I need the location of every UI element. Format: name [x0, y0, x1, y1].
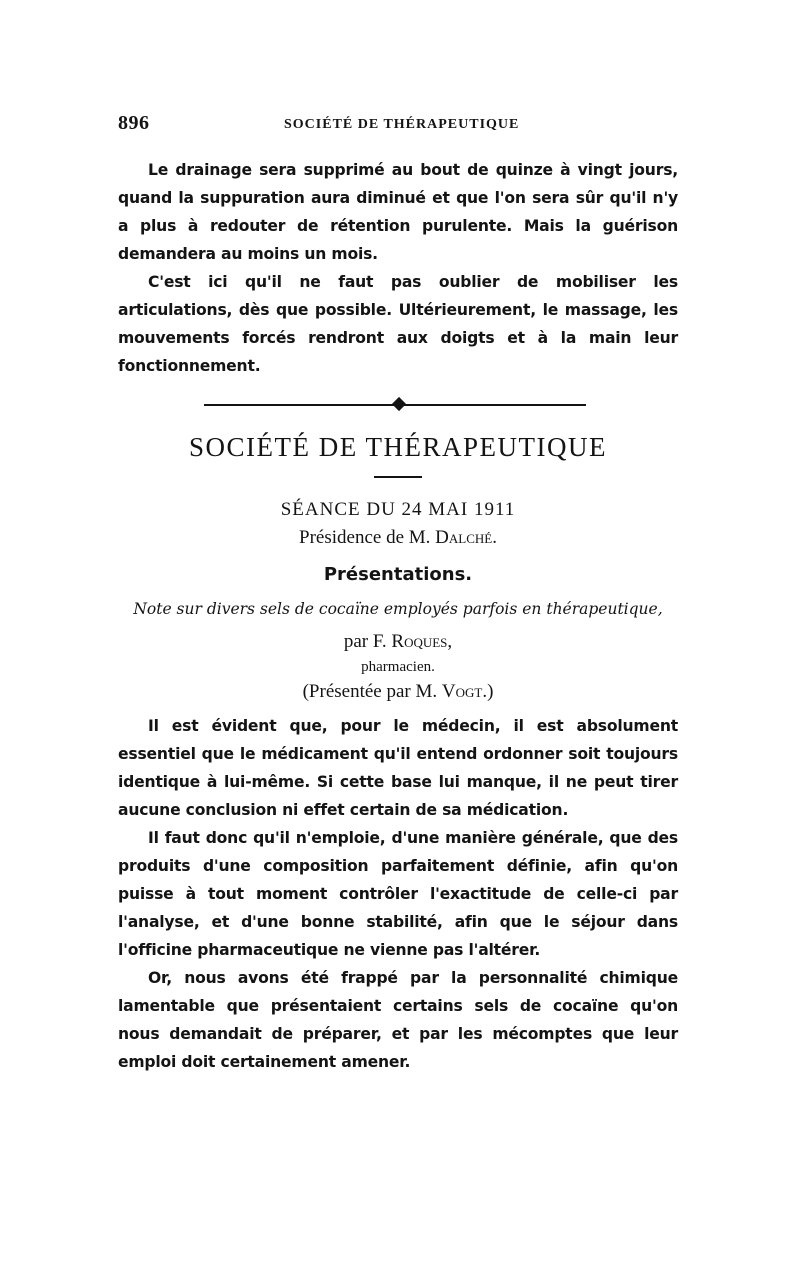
- book-page: [118, 112, 678, 1076]
- note-body: [118, 712, 678, 1076]
- presidence-line: [118, 524, 678, 552]
- page-header: [118, 112, 678, 138]
- section-title: SOCIÉTÉ DE THÉRAPEUTIQUE: [189, 432, 607, 462]
- presented-suffix: .): [482, 681, 494, 702]
- note-paragraph: Il faut donc qu'il n'emploie, d'une manière générale, que des produits d'une composition parfaitement définie, afin qu'on puisse à tout moment contrôler l'exactitude de celle-ci par l'analyse, et d'une bonne stabilité, afin que le séjour dans l'officine pharmaceutique ne vienne pas l'altérer.: [118, 829, 678, 959]
- continuation-text: [118, 156, 678, 380]
- president-name: Dalché: [435, 527, 493, 548]
- page-number: 896: [118, 112, 150, 134]
- author-prefix: par F.: [343, 631, 392, 652]
- ornamental-separator: [118, 382, 678, 422]
- presented-by-line: [118, 678, 678, 706]
- presidence-prefix: Présidence de M.: [299, 527, 436, 548]
- meeting-date: SÉANCE DU 24 MAI 1911: [280, 499, 516, 520]
- author-suffix: ,: [447, 631, 453, 652]
- note-title: Note sur divers sels de cocaïne employés parfois en thérapeutique,: [133, 600, 663, 618]
- diamond-ornament-icon: [392, 397, 406, 411]
- presented-prefix: (Présentée par M.: [302, 681, 442, 702]
- presentations-heading: Présentations.: [323, 564, 473, 585]
- author-role: pharmacien.: [361, 659, 435, 675]
- running-head: SOCIÉTÉ DE THÉRAPEUTIQUE: [284, 117, 520, 132]
- author-line: [118, 628, 678, 656]
- continuation-paragraph: C'est ici qu'il ne faut pas oublier de mobiliser les articulations, dès que possible. Ultérieurement, le massage, les mouvements forcés rendront aux doigts et à la main leur fonctionnement.: [118, 273, 678, 375]
- short-rule: [374, 476, 422, 478]
- note-paragraph: Or, nous avons été frappé par la personnalité chimique lamentable que présentaient certains sels de cocaïne qu'on nous demandait de préparer, et par les mécomptes que leur emploi doit certainement amener.: [118, 969, 678, 1071]
- author-name: Roques: [391, 631, 448, 652]
- presidence-suffix: .: [492, 527, 497, 548]
- presenter-name: Vogt: [441, 681, 483, 702]
- note-paragraph: Il est évident que, pour le médecin, il est absolument essentiel que le médicament qu'il entend ordonner soit toujours identique à lui-même. Si cette base lui manque, il ne peut tirer aucune conclusion ni effet certain de sa médication.: [118, 717, 678, 819]
- continuation-paragraph: Le drainage sera supprimé au bout de quinze à vingt jours, quand la suppuration aura diminué et que l'on sera sûr qu'il n'y a plus à redouter de rétention purulente. Mais la guérison demandera au moins un mois.: [118, 161, 678, 263]
